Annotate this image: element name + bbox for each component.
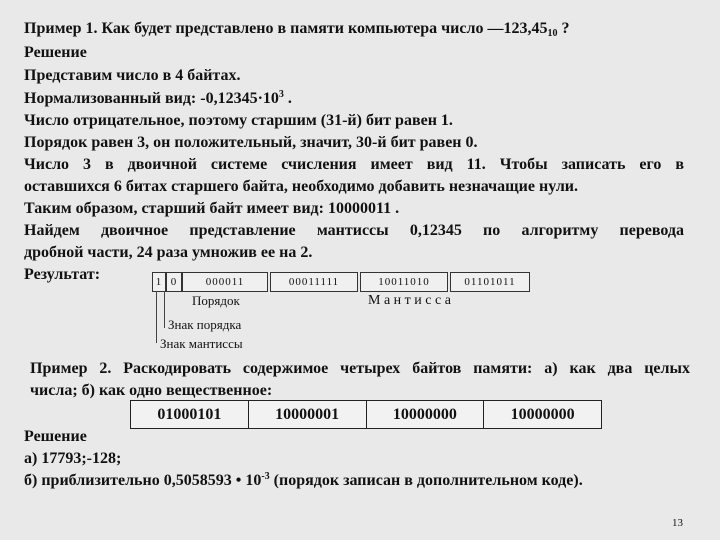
example2-title-line-1: Пример 2. Раскодировать содержимое четырех байтов памяти: а) как два целых: [30, 360, 690, 377]
line-three: Число 3 в двоичной системе счисления имеет вид 11. Чтобы записать его в: [24, 156, 684, 173]
example1-title-text: Пример 1. Как будет представлено в памяти компьютера число —123,45: [24, 20, 548, 37]
line-mantissa-2: дробной части, 24 раза умножив ее на 2.: [24, 244, 313, 261]
mantissa-sign-pointer-line: [156, 291, 157, 343]
example2-solution-heading: Решение: [24, 428, 87, 445]
example1-title-end: ?: [557, 20, 570, 37]
normalized-exponent: 3: [278, 89, 284, 100]
normalized-text: Нормализованный вид: -0,12345·10: [24, 90, 279, 107]
label-order-sign: Знак порядка: [168, 317, 242, 332]
bit-cell-mantissa-byte-3: 01101011: [450, 272, 530, 292]
line-normalized: [24, 88, 684, 110]
answer-b-text: б) приблизительно 0,5058593 • 10: [24, 472, 262, 489]
line-bytes: Представим число в 4 байтах.: [24, 67, 241, 84]
byte-cell-4: 10000000: [510, 406, 575, 423]
example1-solution-heading: Решение: [24, 44, 87, 61]
line-order: Порядок равен 3, он положительный, значит, 30-й бит равен 0.: [24, 134, 478, 151]
byte-cell-3: 10000000: [367, 401, 485, 428]
label-order: Порядок: [192, 293, 240, 308]
bit-cell-order: 000011: [182, 272, 268, 292]
bit-cell-mantissa-byte-2: 10011010: [360, 272, 448, 292]
answer-b: [24, 470, 684, 492]
line-highbyte: Таким образом, старший байт имеет вид: 10000011 .: [24, 200, 400, 217]
example2-title-line-2: числа; б) как одно вещественное:: [30, 382, 273, 399]
line-negative: Число отрицательное, поэтому старшим (31-й) бит равен 1.: [24, 112, 453, 129]
bit-cell-mantissa-sign: 1: [152, 272, 166, 292]
answer-b-end: (порядок записан в дополнительном коде).: [269, 472, 583, 489]
byte-cell-1: 01000101: [131, 401, 249, 428]
bit-cell-order-sign: 0: [166, 272, 182, 292]
answer-b-exponent: -3: [261, 471, 270, 482]
normalized-end: .: [283, 90, 292, 107]
line-remaining: оставшихся 6 битах старшего байта, необходимо добавить незначащие нули.: [24, 178, 579, 195]
bytes-table: [130, 400, 602, 429]
page-number: 13: [672, 517, 683, 529]
bit-cell-mantissa-byte-1: 00011111: [270, 272, 358, 292]
answer-a: а) 17793;-128;: [24, 450, 122, 467]
label-mantissa: М а н т и с с а: [368, 293, 451, 308]
byte-cell-2: 10000001: [249, 401, 367, 428]
example1-title: [24, 18, 684, 40]
result-heading: Результат:: [24, 266, 101, 283]
example1-title-subscript: 10: [547, 28, 558, 39]
order-sign-pointer-line: [164, 291, 165, 328]
label-mantissa-sign: Знак мантиссы: [160, 336, 243, 351]
line-mantissa-1: Найдем двоичное представление мантиссы 0,12345 по алгоритму перевода: [24, 222, 684, 239]
